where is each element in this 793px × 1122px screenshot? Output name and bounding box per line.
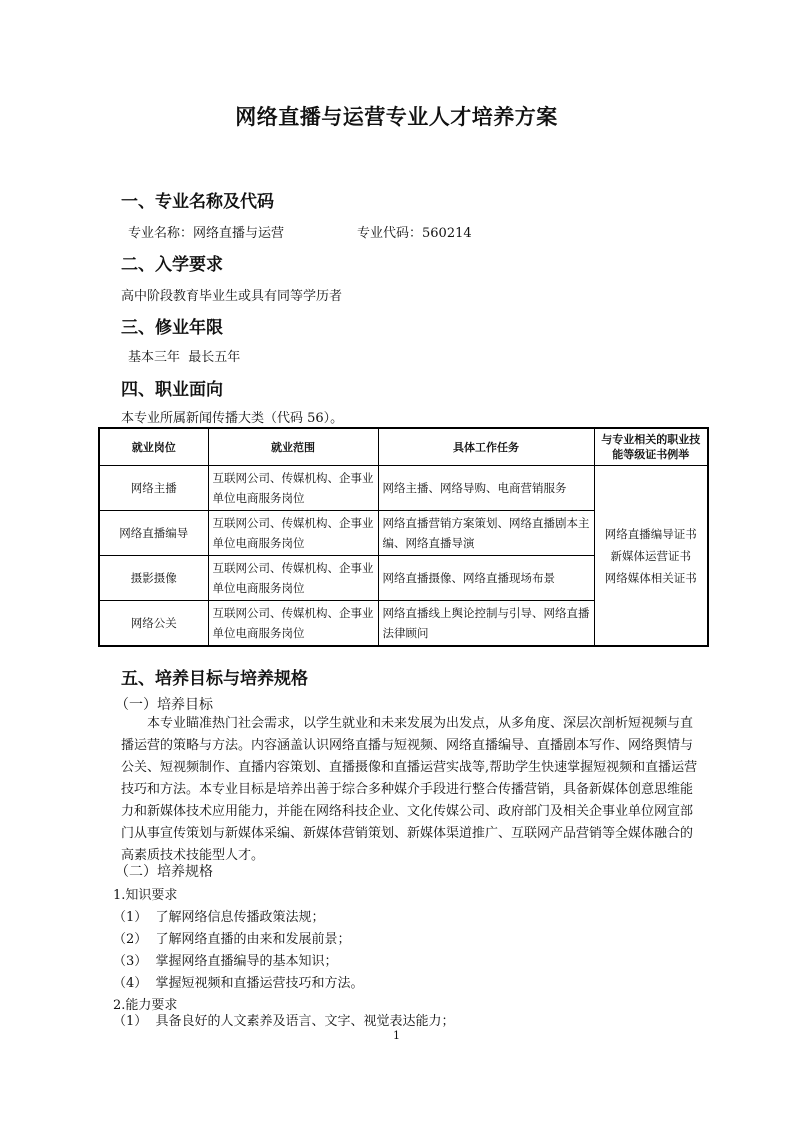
job-scope: 互联网公司、传媒机构、企事业单位电商服务岗位 <box>208 466 378 511</box>
section-heading-3: 三、修业年限 <box>121 318 223 338</box>
job-task: 网络直播线上舆论控制与引导、网络直播法律顾问 <box>378 601 594 647</box>
job-task: 网络主播、网络导购、电商营销服务 <box>378 466 594 511</box>
subheading-goal: （一）培养目标 <box>115 697 213 713</box>
page-number: 1 <box>393 1029 400 1042</box>
ability-item: （1） 具备良好的人文素养及语言、文字、视觉表达能力； <box>113 1014 455 1029</box>
section-heading-4: 四、职业面向 <box>121 380 223 400</box>
table-row <box>99 466 708 511</box>
admission-text: 高中阶段教育毕业生或具有同等学历者 <box>121 289 343 304</box>
ability-title: 2.能力要求 <box>113 998 178 1013</box>
job-task: 网络直播摄像、网络直播现场布景 <box>378 556 594 601</box>
major-code: 专业代码：560214 <box>357 226 472 241</box>
job-scope: 互联网公司、传媒机构、企事业单位电商服务岗位 <box>208 511 378 556</box>
knowledge-item: （2） 了解网络直播的由来和发展前景； <box>113 932 351 947</box>
knowledge-item: （3） 掌握网络直播编导的基本知识； <box>113 954 338 969</box>
cert-cell <box>594 466 708 647</box>
knowledge-item: （1） 了解网络信息传播政策法规； <box>113 910 325 925</box>
job-scope: 互联网公司、传媒机构、企事业单位电商服务岗位 <box>208 601 378 647</box>
job-task: 网络直播营销方案策划、网络直播剧本主编、网络直播导演 <box>378 511 594 556</box>
subheading-spec: （二）培养规格 <box>115 864 213 880</box>
table-header: 就业岗位 <box>99 428 208 466</box>
cert-item: 网络媒体相关证书 <box>604 570 697 585</box>
knowledge-title: 1.知识要求 <box>113 888 178 903</box>
job-post: 网络主播 <box>99 466 208 511</box>
table-header: 就业范围 <box>208 428 378 466</box>
knowledge-item: （4） 掌握短视频和直播运营技巧和方法。 <box>113 976 364 991</box>
section-heading-1: 一、专业名称及代码 <box>121 192 274 212</box>
major-name: 专业名称：网络直播与运营 <box>128 226 285 241</box>
table-header: 与专业相关的职业技能等级证书例举 <box>594 428 708 466</box>
section-heading-5: 五、培养目标与培养规格 <box>121 669 308 689</box>
goal-paragraph: 本专业瞄准热门社会需求，以学生就业和未来发展为出发点，从多角度、深层次剖析短视频与直播运营的策略与方法。内容涵盖认识网络直播与短视频、网络直播编导、直播剧本写作、网络舆情与公关、短视频制作、直播内容策划、直播摄像和直播运营实战等,帮助学生快速掌握短视频和直播运营技巧和方法。本专业目标是培养出善于综合多种媒介手段进行整合传播营销，具备新媒体创意思维能力和新媒体技术应用能力，并能在网络科技企业、文化传媒公司、政府部门及相关企事业单位网宣部门从事宣传策划与新媒体采编、新媒体营销策划、新媒体渠道推广、互联网产品营销等全媒体融合的高素质技术技能型人才。 <box>121 716 698 863</box>
occupation-intro: 本专业所属新闻传播大类（代码 56）。 <box>121 411 344 426</box>
duration-text: 基本三年 最长五年 <box>128 350 241 365</box>
section-heading-2: 二、入学要求 <box>121 255 223 275</box>
cert-item: 新媒体运营证书 <box>610 548 691 563</box>
table-header-row <box>99 428 708 466</box>
job-post: 网络直播编导 <box>99 511 208 556</box>
table-header: 具体工作任务 <box>378 428 594 466</box>
job-post: 网络公关 <box>99 601 208 647</box>
occupation-table <box>98 427 709 647</box>
page-title: 网络直播与运营专业人才培养方案 <box>235 105 558 129</box>
job-scope: 互联网公司、传媒机构、企事业单位电商服务岗位 <box>208 556 378 601</box>
cert-item: 网络直播编导证书 <box>604 526 697 541</box>
job-post: 摄影摄像 <box>99 556 208 601</box>
